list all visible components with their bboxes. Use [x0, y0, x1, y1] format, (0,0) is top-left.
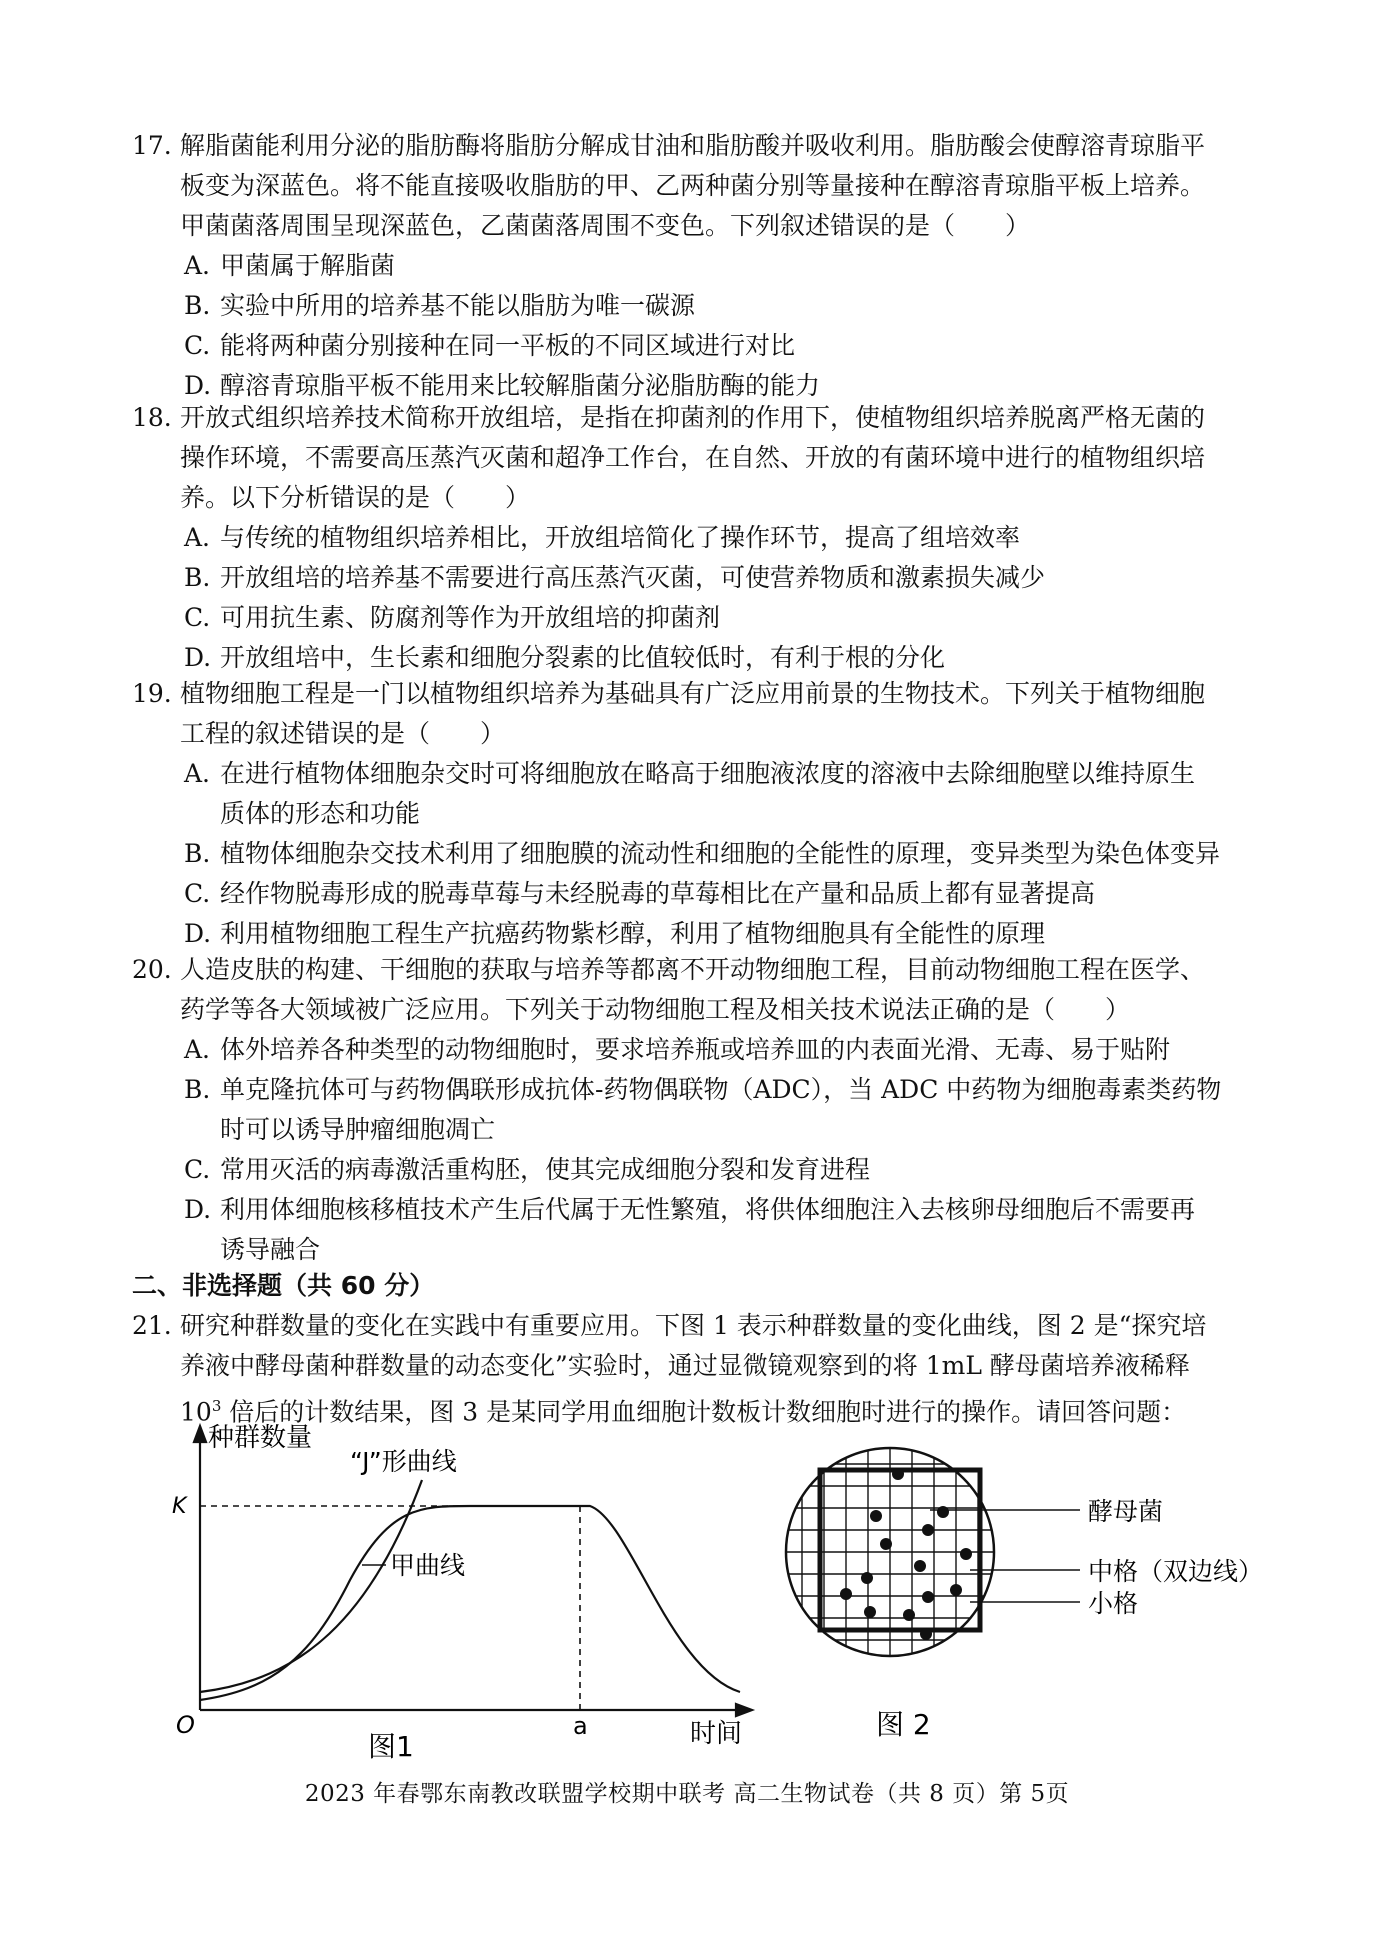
- option-text: 醇溶青琼脂平板不能用来比较解脂菌分泌脂肪酶的能力: [220, 371, 821, 400]
- question-number: 17.: [132, 131, 172, 160]
- exponent: 3: [211, 1397, 222, 1415]
- question-stem-line: 工程的叙述错误的是（ ）: [180, 719, 506, 748]
- x-axis-label: 时间: [690, 1719, 743, 1749]
- page-footer: 2023 年春鄂东南教改联盟学校期中联考 高二生物试卷（共 8 页）第 5页: [304, 1781, 1070, 1807]
- question-number: 18.: [132, 403, 172, 432]
- question-21: [132, 1306, 1272, 1426]
- origin-label: O: [176, 1711, 195, 1739]
- question-number: 19.: [132, 679, 172, 708]
- medium-square-label: 中格（双边线）: [1088, 1557, 1264, 1586]
- question-stem-rest: 倍后的计数结果，图 3 是某同学用血细胞计数板计数细胞时进行的操作。请回答问题：: [221, 1397, 1187, 1427]
- option-text: 诱导融合: [220, 1235, 321, 1264]
- section-title: 二、非选择题（共 60 分）: [132, 1271, 435, 1300]
- option-text: 开放组培中，生长素和细胞分裂素的比值较低时，有利于根的分化: [220, 643, 946, 672]
- jia-curve: [200, 1506, 740, 1700]
- option-letter: B.: [184, 563, 211, 592]
- question-stem-line: 解脂菌能利用分泌的脂肪酶将脂肪分解成甘油和脂肪酸并吸收利用。脂肪酸会使醇溶青琼脂平: [180, 131, 1206, 160]
- option-letter: A.: [184, 523, 211, 552]
- option-letter: C.: [184, 879, 211, 908]
- figure-2-caption: 图 2: [876, 1708, 931, 1740]
- option-text: 利用体细胞核移植技术产生后代属于无性繁殖，将供体细胞注入去核卵母细胞后不需要再: [220, 1195, 1196, 1224]
- yeast-cells: [840, 1468, 972, 1640]
- question-stem-line: 研究种群数量的变化在实践中有重要应用。下图 1 表示种群数量的变化曲线，图 2 是“探究培: [180, 1311, 1207, 1340]
- question-stem-line: 操作环境，不需要高压蒸汽灭菌和超净工作台，在自然、开放的有菌环境中进行的植物组织培: [180, 443, 1206, 472]
- question-stem-line: 养液中酵母菌种群数量的动态变化”实验时，通过显微镜观察到的将 1mL 酵母菌培养液稀释: [180, 1351, 1190, 1380]
- jia-curve-label: 甲曲线: [390, 1551, 466, 1580]
- a-label: a: [573, 1712, 588, 1740]
- question-stem-line: 人造皮肤的构建、干细胞的获取与培养等都离不开动物细胞工程，目前动物细胞工程在医学、: [180, 955, 1206, 984]
- exponent-base: 10: [180, 1397, 212, 1427]
- question-stem-line: 植物细胞工程是一门以植物组织培养为基础具有广泛应用前景的生物技术。下列关于植物细胞: [180, 679, 1206, 708]
- option-text: 实验中所用的培养基不能以脂肪为唯一碳源: [220, 291, 696, 320]
- option-letter: C.: [184, 1155, 211, 1184]
- question-stem-line: 板变为深蓝色。将不能直接吸收脂肪的甲、乙两种菌分别等量接种在醇溶青琼脂平板上培养。: [180, 171, 1206, 200]
- option-text: 可用抗生素、防腐剂等作为开放组培的抑菌剂: [220, 603, 721, 632]
- option-text: 常用灭活的病毒激活重构胚，使其完成细胞分裂和发育进程: [220, 1155, 871, 1184]
- option-text: 利用植物细胞工程生产抗癌药物紫杉醇，利用了植物细胞具有全能性的原理: [220, 919, 1046, 948]
- question-number: 20.: [132, 955, 172, 984]
- option-text: 甲菌属于解脂菌: [220, 251, 396, 280]
- question-20: [132, 950, 1272, 1270]
- option-letter: A.: [184, 251, 211, 280]
- option-text: 能将两种菌分别接种在同一平板的不同区域进行对比: [220, 331, 796, 360]
- figure-1: [170, 1420, 770, 1760]
- y-axis-label: 种群数量: [208, 1423, 313, 1453]
- yeast-label: 酵母菌: [1088, 1497, 1164, 1526]
- option-letter: D.: [184, 643, 212, 672]
- j-curve-label: “J”形曲线: [350, 1447, 457, 1476]
- option-letter: A.: [184, 1035, 211, 1064]
- figure-1-caption: 图1: [368, 1730, 414, 1760]
- question-stem-line: 养。以下分析错误的是（ ）: [180, 483, 531, 512]
- option-letter: D.: [184, 919, 212, 948]
- option-text: 植物体细胞杂交技术利用了细胞膜的流动性和细胞的全能性的原理，变异类型为染色体变异: [220, 839, 1221, 868]
- option-text: 单克隆抗体可与药物偶联形成抗体-药物偶联物（ADC），当 ADC 中药物为细胞毒素类药物: [220, 1075, 1222, 1104]
- option-letter: C.: [184, 603, 211, 632]
- option-text: 时可以诱导肿瘤细胞凋亡: [220, 1115, 496, 1144]
- option-letter: B.: [184, 1075, 211, 1104]
- option-letter: D.: [184, 1195, 212, 1224]
- option-text: 体外培养各种类型的动物细胞时，要求培养瓶或培养皿的内表面光滑、无毒、易于贴附: [220, 1035, 1171, 1064]
- option-text: 经作物脱毒形成的脱毒草莓与未经脱毒的草莓相比在产量和品质上都有显著提高: [220, 879, 1096, 908]
- option-text: 在进行植物体细胞杂交时可将细胞放在略高于细胞液浓度的溶液中去除细胞壁以维持原生: [220, 759, 1196, 788]
- k-label: K: [172, 1494, 187, 1519]
- y-axis-arrow: [194, 1426, 206, 1442]
- option-text: 质体的形态和功能: [220, 799, 421, 828]
- j-curve: [200, 1480, 422, 1692]
- question-19: [132, 674, 1272, 954]
- option-letter: B.: [184, 291, 211, 320]
- question-18: [132, 398, 1272, 678]
- question-stem-line: 开放式组织培养技术简称开放组培，是指在抑菌剂的作用下，使植物组织培养脱离严格无菌的: [180, 403, 1206, 432]
- option-letter: C.: [184, 331, 211, 360]
- x-axis-arrow: [736, 1704, 752, 1716]
- small-square-label: 小格: [1088, 1589, 1139, 1618]
- question-stem-line: 甲菌菌落周围呈现深蓝色，乙菌菌落周围不变色。下列叙述错误的是（ ）: [180, 211, 1031, 240]
- option-text: 与传统的植物组织培养相比，开放组培简化了操作环节，提高了组培效率: [220, 523, 1021, 552]
- question-number: 21.: [132, 1311, 172, 1340]
- option-letter: D.: [184, 371, 212, 400]
- option-letter: B.: [184, 839, 211, 868]
- figure-2: [780, 1440, 1280, 1740]
- question-17: [132, 126, 1272, 406]
- option-letter: A.: [184, 759, 211, 788]
- question-stem-line: 药学等各大领域被广泛应用。下列关于动物细胞工程及相关技术说法正确的是（ ）: [180, 995, 1131, 1024]
- option-text: 开放组培的培养基不需要进行高压蒸汽灭菌，可使营养物质和激素损失减少: [220, 563, 1046, 592]
